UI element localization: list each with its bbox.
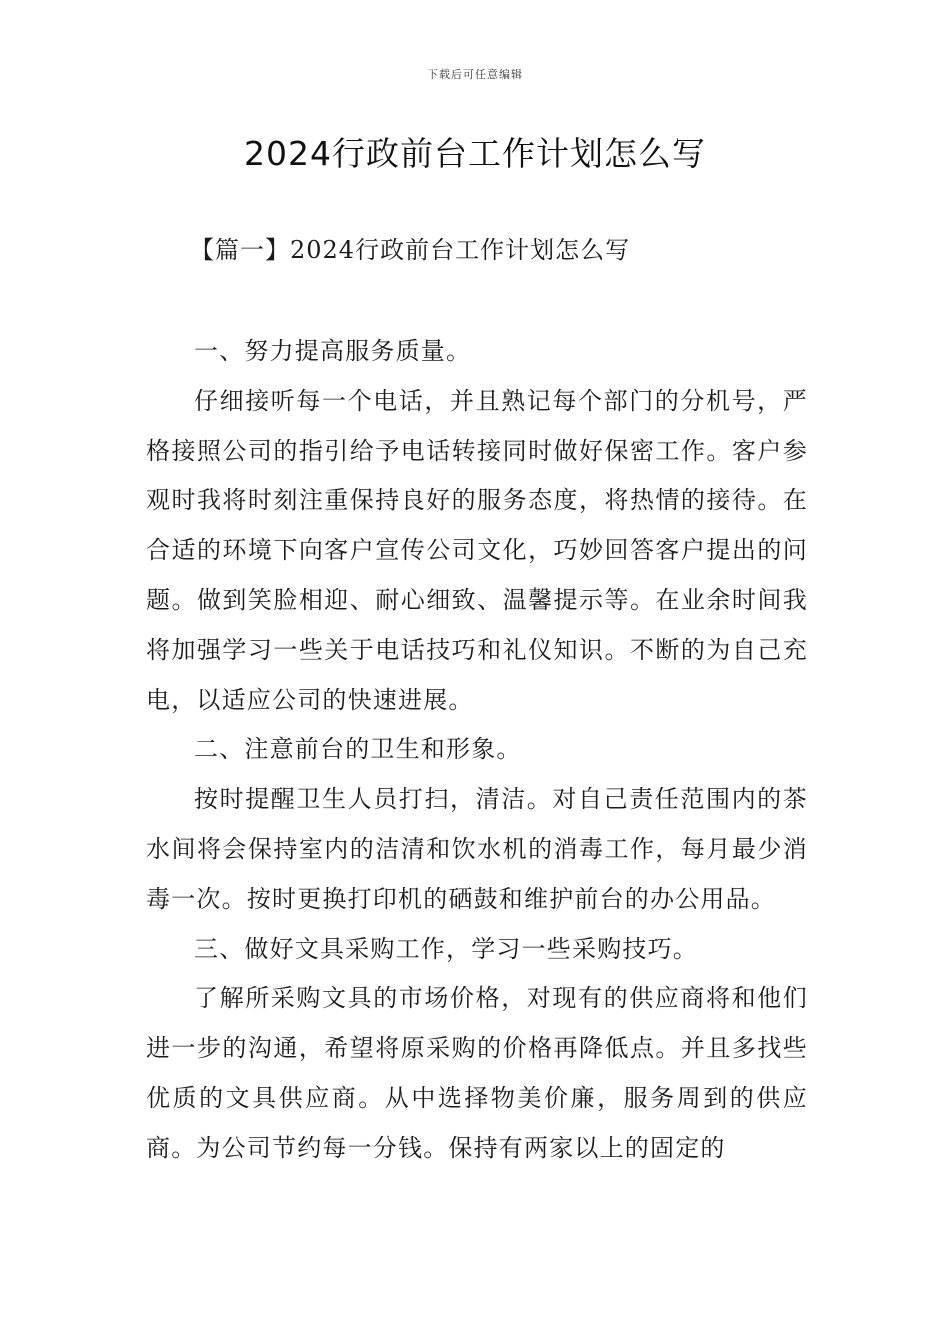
paragraph: 按时提醒卫生人员打扫，清洁。对自己责任范围内的茶水间将会保持室内的洁清和饮水机的消毒工作，每月最少消毒一次。按时更换打印机的硒鼓和维护前台的办公用品。: [146, 785, 808, 913]
section-heading: 【篇一】2024行政前台工作计划怎么写: [190, 236, 631, 264]
paragraph-heading-2: 二、注意前台的卫生和形象。: [194, 735, 522, 764]
paragraph-heading-1: 一、努力提高服务质量。: [194, 337, 472, 365]
document-title: 2024行政前台工作计划怎么写: [244, 134, 706, 173]
paragraph: 仔细接听每一个电话，并且熟记每个部门的分机号，严格接照公司的指引给予电话转接同时做好保密工作。客户参观时我将时刻注重保持良好的服务态度，将热情的接待。在合适的环境下向客户宣传公司文化，巧妙回答客户提出的问题。做到笑脸相迎、耐心细致、温馨提示等。在业余时间我将加强学习一些关于电话技巧和礼仪知识。不断的为自己充电，以适应公司的快速进展。: [146, 386, 808, 714]
paragraph: 了解所采购文具的市场价格，对现有的供应商将和他们进一步的沟通，希望将原采购的价格再降低点。并且多找些优质的文具供应商。从中选择物美价廉，服务周到的供应商。为公司节约每一分钱。保持有两家以上的固定的: [146, 984, 808, 1162]
paragraph-heading-3: 三、做好文具采购工作，学习一些采购技巧。: [194, 934, 698, 963]
document-body: [146, 327, 808, 1174]
header-note: 下载后可任意编辑: [427, 68, 523, 81]
